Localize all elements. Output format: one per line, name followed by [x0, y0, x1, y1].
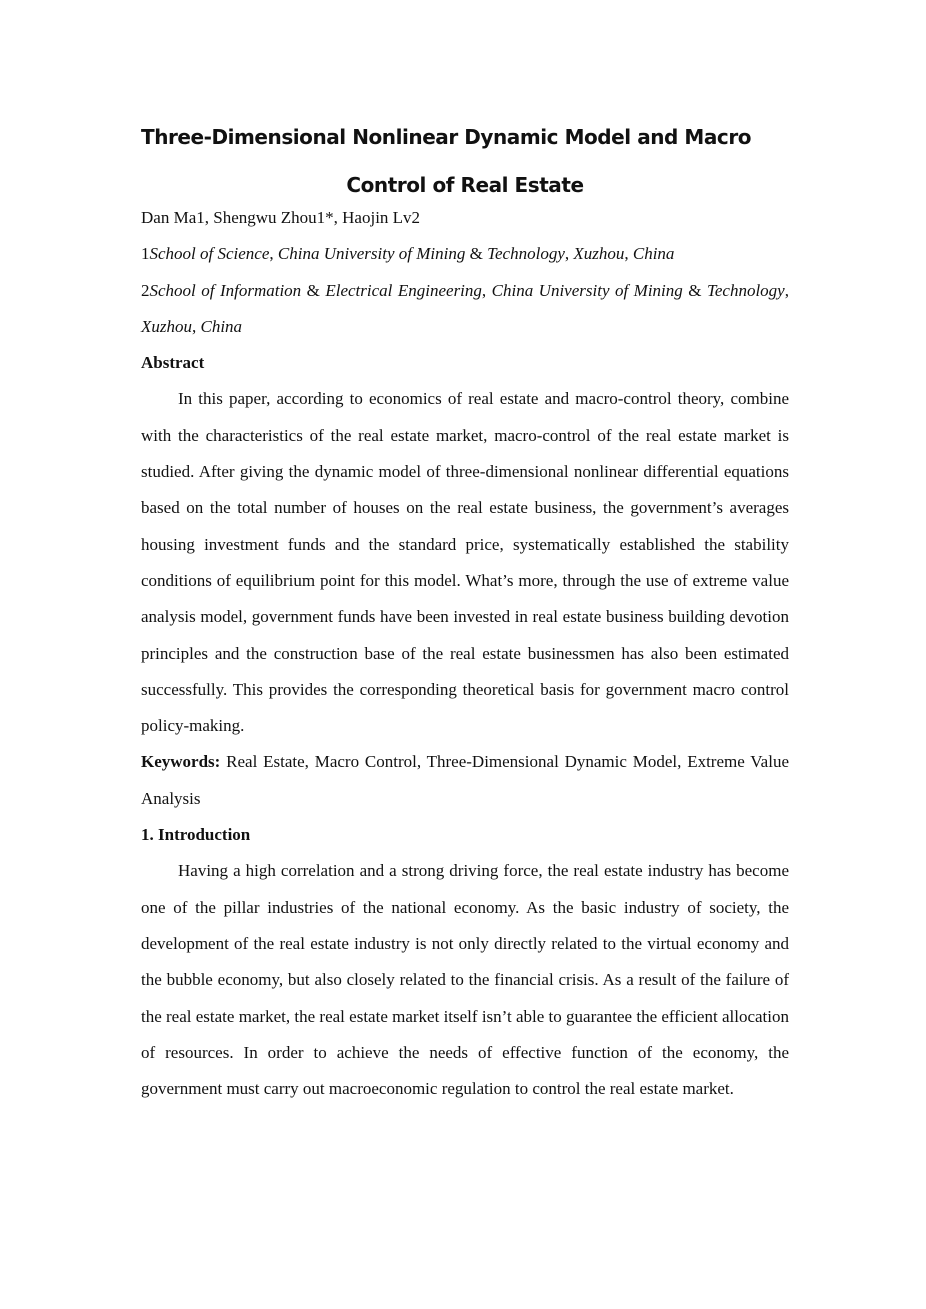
keywords-text: Real Estate, Macro Control, Three-Dimensional Dynamic Model, Extreme Value Analysis [141, 752, 789, 808]
affiliation-country: China [200, 316, 243, 336]
keywords-line [141, 744, 789, 817]
affiliation-school: School of Science [149, 244, 270, 264]
affiliation-city: Xuzhou [141, 316, 192, 336]
affiliation-2: 2School of Information & Electrical Engineering, China University of Mining & Technology, Xuzhou, China [141, 280, 789, 336]
affiliation-country: China [632, 244, 675, 264]
introduction-heading: 1. Introduction [141, 825, 251, 845]
abstract-paragraph: In this paper, according to economics of real estate and macro-control theory, combine with the characteristics of the real estate market, macro-control of the real estate market is studied. After giving the dynamic model of three-dimensional nonlinear differential equations based on the total number of houses on the real estate business, the government’s averages housing investment funds and the standard price, systematically established the stability conditions of equilibrium point for this model. What’s more, through the use of extreme value analysis model, government funds have been invested in real estate business building devotion principles and the construction base of the real estate businessmen has also been estimated successfully. This provides the corresponding theoretical basis for government macro control policy-making. [141, 389, 789, 736]
paper-title-line-1: Three-Dimensional Nonlinear Dynamic Model and Macro [141, 125, 752, 149]
abstract-heading: Abstract [141, 353, 205, 373]
affiliation-university: China University of Mining [491, 280, 683, 300]
affiliation-university: China University of Mining [277, 244, 466, 264]
keywords-label: Keywords: [141, 752, 221, 772]
affiliation-department: Electrical Engineering [325, 280, 482, 300]
affiliation-technology: Technology [706, 280, 785, 300]
affiliation-1: 1School of Science, China University of Mining & Technology, Xuzhou, China [141, 244, 675, 264]
author-list: Dan Ma1, Shengwu Zhou1*, Haojin Lv2 [141, 208, 421, 227]
affiliation-number: 1 [141, 244, 150, 264]
affiliation-school: School of Information [149, 280, 302, 300]
affiliation-number: 2 [141, 280, 150, 300]
paper-page [141, 119, 789, 1107]
affiliation-technology: Technology [487, 244, 565, 264]
paper-title-line-2: Control of Real Estate [346, 173, 584, 197]
affiliation-city: Xuzhou [573, 244, 625, 264]
introduction-paragraph: Having a high correlation and a strong driving force, the real estate industry has become one of the pillar industries of the national economy. As the basic industry of society, the development of the real estate industry is not only directly related to the virtual economy and the bubble economy, but also closely related to the financial crisis. As a result of the failure of the real estate market, the real estate market itself isn’t able to guarantee the efficient allocation of resources. In order to achieve the needs of effective function of the economy, the government must carry out macroeconomic regulation to control the real estate market. [141, 861, 789, 1099]
